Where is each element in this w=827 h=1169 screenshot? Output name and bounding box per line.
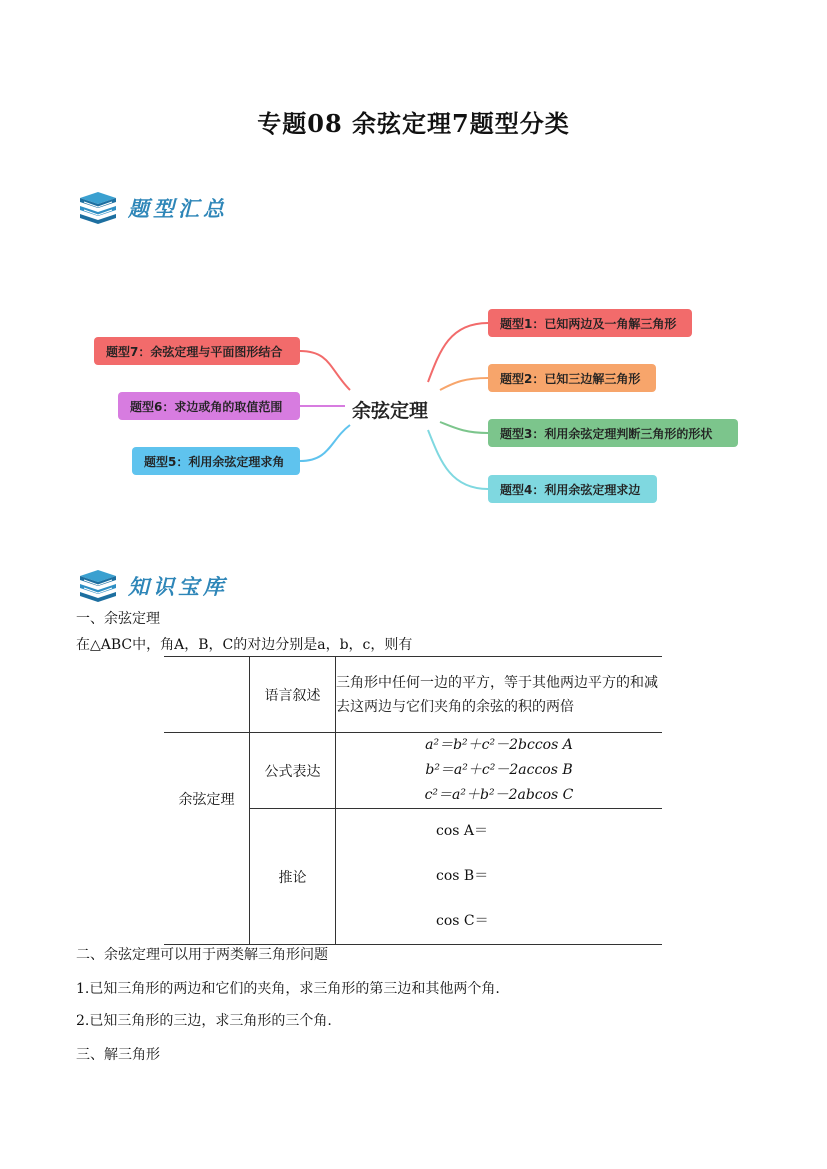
table-language-content: 三角形中任何一边的平方，等于其他两边平方的和减去这两边与它们夹角的余弦的积的两倍	[336, 657, 663, 733]
table-label-inference: 推论	[250, 809, 336, 945]
table-row-header	[164, 733, 250, 945]
intro-text: 在△ABC中，角A，B，C的对边分别是a，b，c，则有	[76, 637, 413, 653]
inference-cos-a: cos A＝	[436, 823, 489, 839]
heading-cosine-law: 一、余弦定理	[76, 611, 160, 627]
mindmap-node-type4: 题型4：利用余弦定理求边	[488, 475, 657, 503]
item-two: 2.已知三角形的三边，求三角形的三个角.	[76, 1013, 332, 1029]
table-row-header-label: 余弦定理	[178, 792, 235, 808]
heading-two-types: 二、余弦定理可以用于两类解三角形问题	[76, 947, 328, 963]
books-icon	[78, 568, 118, 604]
table-empty-cell	[164, 657, 250, 733]
inference-cos-b: cos B＝	[436, 868, 489, 884]
mindmap-node-type6: 题型6：求边或角的取值范围	[118, 392, 300, 420]
cosine-law-table	[164, 656, 662, 945]
mindmap-node-type7: 题型7：余弦定理与平面图形结合	[94, 337, 300, 365]
summary-section-title: 题型汇总	[128, 197, 228, 221]
books-icon	[78, 190, 118, 226]
page-title: 专题08 余弦定理7题型分类	[257, 109, 570, 138]
formula-b: b²＝a²＋c²－2accos B	[425, 762, 573, 778]
table-label-language: 语言叙述	[250, 657, 336, 733]
mindmap-node-type2: 题型2：已知三边解三角形	[488, 364, 656, 392]
table-formulas	[336, 733, 663, 809]
formula-a: a²＝b²＋c²－2bccos A	[425, 737, 573, 753]
inference-cos-c: cos C＝	[436, 913, 489, 929]
table-inferences	[336, 809, 663, 945]
mindmap-node-type3: 题型3：利用余弦定理判断三角形的形状	[488, 419, 738, 447]
knowledge-section-title: 知识宝库	[128, 575, 228, 599]
formula-c: c²＝a²＋b²－2abcos C	[424, 787, 574, 803]
item-one: 1.已知三角形的两边和它们的夹角，求三角形的第三边和其他两个角.	[76, 981, 500, 997]
mindmap-node-type5: 题型5：利用余弦定理求角	[132, 447, 300, 475]
summary-section-header	[78, 190, 228, 226]
mindmap-node-type1: 题型1：已知两边及一角解三角形	[488, 309, 692, 337]
table-label-formula: 公式表达	[250, 733, 336, 809]
heading-solve-triangle: 三、解三角形	[76, 1047, 160, 1063]
knowledge-section-header	[78, 568, 228, 604]
mindmap-center: 余弦定理	[352, 400, 429, 422]
